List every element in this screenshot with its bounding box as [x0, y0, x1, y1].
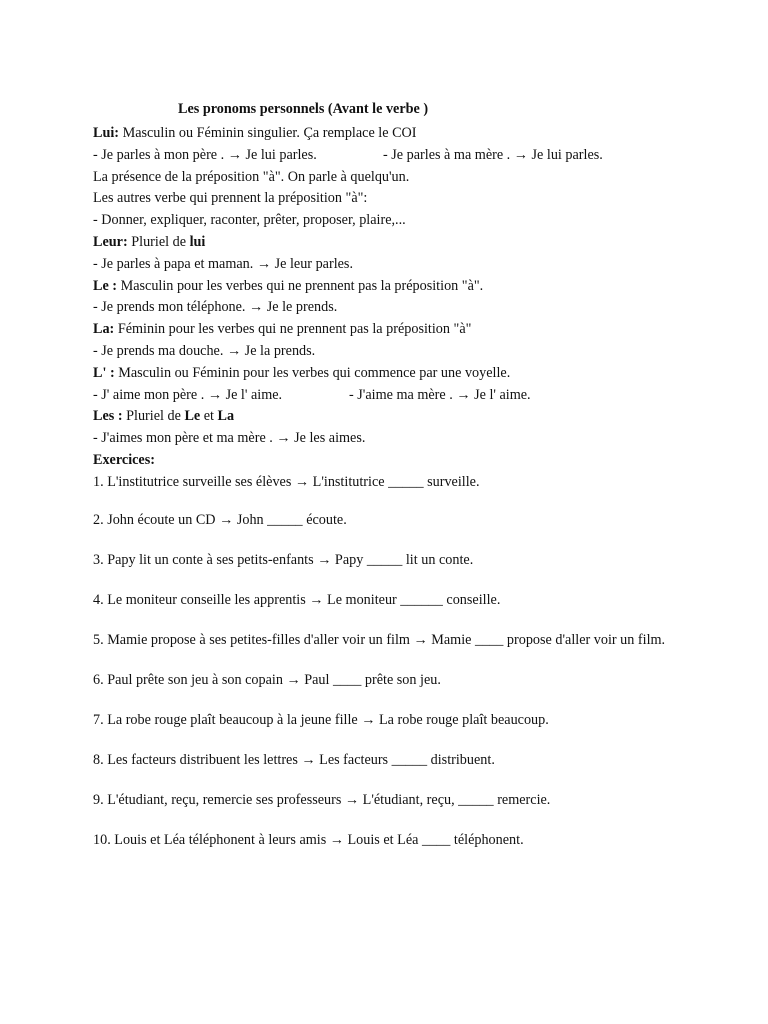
example-line [93, 341, 693, 363]
exercise-text: 4. Le moniteur conseille les apprentis → Le moniteur ______ conseille. [93, 591, 501, 608]
exercise-text: 8. Les facteurs distribuent les lettres → Les facteurs _____ distribuent. [93, 751, 495, 768]
exercise-text: 1. L'institutrice surveille ses élèves → L'institutrice _____ surveille. [93, 473, 480, 490]
line-le [93, 276, 693, 298]
line-text: - Je prends ma douche. → Je la prends. [93, 342, 316, 359]
exercise-item [93, 550, 683, 572]
example-line [93, 297, 693, 319]
line-text: - Je prends mon téléphone. → Je le prends. [93, 299, 338, 316]
text-line [93, 167, 693, 189]
term-lui: Lui: [93, 125, 120, 141]
line-text: Masculin ou Féminin pour les verbes qui commence par une voyelle. [114, 364, 511, 381]
line-les [93, 406, 693, 428]
example-line [93, 428, 693, 450]
exercise-text: 3. Papy lit un conte à ses petits-enfants → Papy _____ lit un conte. [93, 551, 474, 568]
line-l-apostrophe [93, 363, 693, 385]
line-text: Pluriel de [122, 408, 185, 425]
exercise-item [93, 510, 683, 532]
line-text: La présence de la préposition "à". On parle à quelqu'un. [93, 168, 410, 185]
exercise-text: 7. La robe rouge plaît beaucoup à la jeune fille → La robe rouge plaît beaucoup. [93, 711, 549, 728]
term-ref: Le [184, 408, 201, 425]
exercise-item [93, 790, 683, 812]
exercise-text: 5. Mamie propose à ses petites-filles d'aller voir un film → Mamie ____ propose d'aller voir un film. [93, 631, 666, 648]
line-text-second: - Je parles à ma mère . → Je lui parles. [383, 146, 603, 163]
exercise-item [93, 830, 683, 852]
exercise-item [93, 630, 683, 652]
line-text: Féminin pour les verbes qui ne prennent pas la préposition "à" [114, 321, 472, 338]
term-les: Les : [93, 408, 123, 425]
line-lui [93, 123, 693, 145]
example-line [93, 254, 693, 276]
line-text: et [200, 408, 218, 425]
exercise-text: 10. Louis et Léa téléphonent à leurs amis → Louis et Léa ____ téléphonent. [93, 831, 524, 848]
exercise-item [93, 590, 683, 612]
text-line [93, 188, 693, 210]
exercise-item [93, 472, 693, 494]
exercise-text: 2. John écoute un CD → John _____ écoute. [93, 512, 347, 528]
line-la [93, 319, 693, 341]
example-line [93, 385, 693, 407]
exercise-item [93, 670, 683, 692]
line-text: Masculin ou Féminin singulier. Ça remplace le COI [119, 125, 417, 141]
exercise-list [93, 510, 683, 870]
exercises-heading [93, 450, 693, 472]
term-ref: lui [189, 233, 206, 250]
lesson-body [93, 123, 693, 494]
term-ref: La [217, 408, 235, 425]
term-l-apostrophe: L' : [93, 364, 115, 381]
example-line [93, 145, 693, 167]
line-text: - Je parles à mon père . → Je lui parles. [93, 146, 317, 163]
line-text: Pluriel de [127, 233, 190, 250]
line-text: Masculin pour les verbes qui ne prennent pas la préposition "à". [117, 277, 484, 294]
line-text: - Donner, expliquer, raconter, prêter, proposer, plaire,... [93, 212, 406, 229]
term-le: Le : [93, 277, 118, 294]
exercise-item [93, 710, 683, 732]
exercises-title: Exercices: [93, 451, 155, 468]
line-text-second: - J'aime ma mère . → Je l' aime. [349, 386, 531, 403]
term-la: La: [93, 321, 115, 338]
exercise-item [93, 750, 683, 772]
page-title: Les pronoms personnels (Avant le verbe ) [178, 101, 429, 117]
line-text: Les autres verbe qui prennent la préposition "à": [93, 190, 368, 207]
line-text: - J' aime mon père . → Je l' aime. [93, 386, 283, 403]
line-text: - J'aimes mon père et ma mère . → Je les aimes. [93, 430, 366, 447]
exercise-text: 6. Paul prête son jeu à son copain → Paul ____ prête son jeu. [93, 671, 441, 688]
line-leur [93, 232, 693, 254]
exercise-text: 9. L'étudiant, reçu, remercie ses professeurs → L'étudiant, reçu, _____ remercie. [93, 791, 551, 808]
term-leur: Leur: [93, 233, 128, 250]
text-line [93, 210, 693, 232]
line-text: - Je parles à papa et maman. → Je leur parles. [93, 255, 353, 272]
